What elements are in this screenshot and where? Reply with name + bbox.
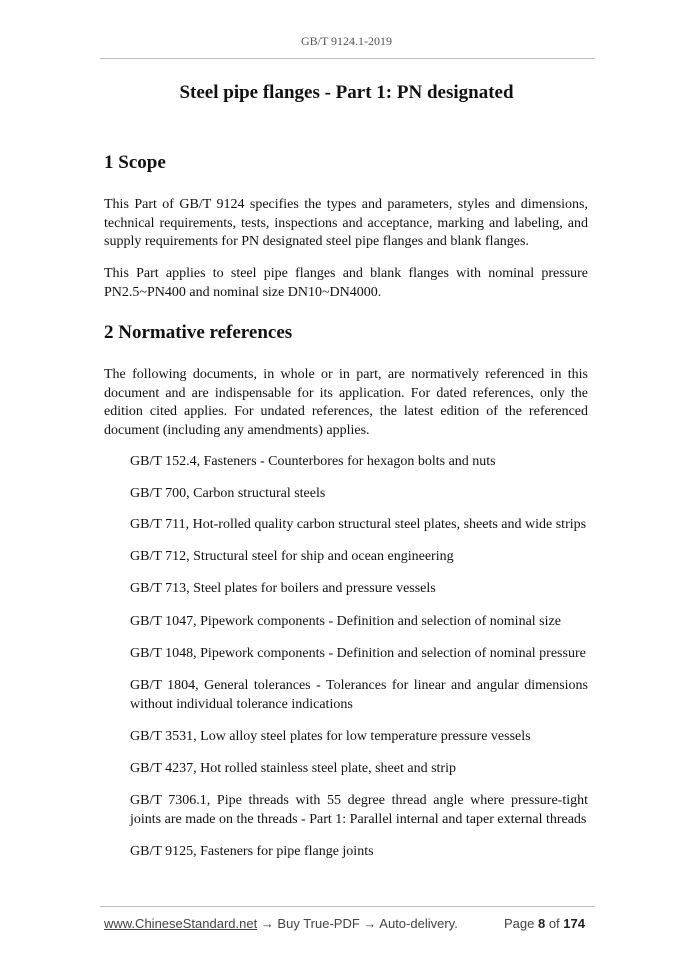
section-heading-scope: 1 Scope <box>104 152 166 173</box>
running-header: GB/T 9124.1-2019 <box>300 34 393 48</box>
footer-promo <box>104 916 458 931</box>
total-page-count: 174 <box>563 916 585 931</box>
of-label: of <box>548 916 560 931</box>
reference-item: GB/T 1047, Pipework components - Definition and selection of nominal size <box>130 614 561 629</box>
website-link[interactable]: www.ChineseStandard.net <box>104 916 258 931</box>
reference-item: GB/T 7306.1, Pipe threads with 55 degree thread angle where pressure-tight joints are made on the threads - Part 1: Parallel internal and taper external threads <box>130 793 588 827</box>
page-indicator <box>504 916 585 931</box>
reference-item: GB/T 152.4, Fasteners - Counterbores for hexagon bolts and nuts <box>130 454 496 469</box>
reference-item: GB/T 1804, General tolerances - Tolerances for linear and angular dimensions without individual tolerance indications <box>130 678 588 712</box>
reference-item: GB/T 711, Hot-rolled quality carbon structural steel plates, sheets and wide strips <box>130 517 587 532</box>
document-title: Steel pipe flanges - Part 1: PN designated <box>179 82 514 103</box>
scope-paragraph-2: This Part applies to steel pipe flanges and blank flanges with nominal pressure PN2.5~PN400 and nominal size DN10~DN4000. <box>104 266 588 300</box>
reference-item: GB/T 700, Carbon structural steels <box>130 486 326 501</box>
header-divider <box>100 58 595 59</box>
reference-item: GB/T 713, Steel plates for boilers and pressure vessels <box>130 581 436 596</box>
reference-item: GB/T 3531, Low alloy steel plates for low temperature pressure vessels <box>130 729 531 744</box>
footer-divider <box>100 906 595 907</box>
reference-item: GB/T 712, Structural steel for ship and ocean engineering <box>130 549 454 564</box>
reference-item: GB/T 9125, Fasteners for pipe flange joints <box>130 844 374 859</box>
reference-item: GB/T 1048, Pipework components - Definition and selection of nominal pressure <box>130 646 586 661</box>
page-label: Page <box>503 916 535 931</box>
current-page-number: 8 <box>537 916 546 931</box>
scope-paragraph-1: This Part of GB/T 9124 specifies the types and parameters, styles and dimensions, technical requirements, tests, inspections and acceptance, marking and labeling, and supply requirements for PN designated steel pipe flanges and blank flanges. <box>104 197 588 249</box>
normative-references-intro: The following documents, in whole or in part, are normatively referenced in this document and are indispensable for its application. For dated references, only the edition cited applies. For undated references, the latest edition of the referenced document (including any amendments) applies. <box>104 367 588 438</box>
footer-tagline: → Buy True-PDF → Auto-delivery. <box>257 916 458 931</box>
section-heading-normative-references: 2 Normative references <box>104 322 293 343</box>
reference-item: GB/T 4237, Hot rolled stainless steel plate, sheet and strip <box>130 761 456 776</box>
